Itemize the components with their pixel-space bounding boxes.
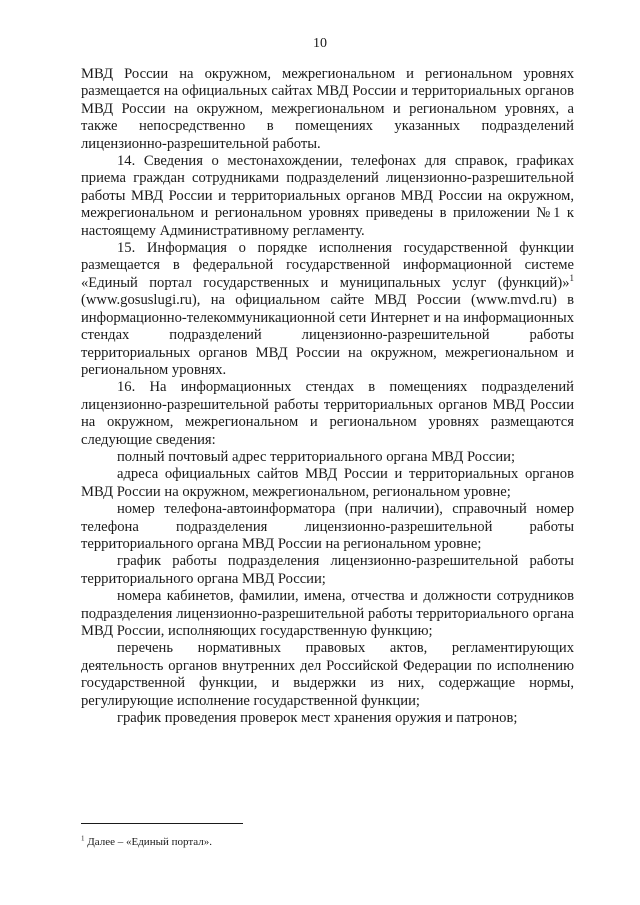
document-body [81, 66, 574, 727]
footnote-text: Далее – «Единый портал». [87, 836, 213, 848]
footnote-reference: 1 [569, 273, 574, 284]
footnote [81, 836, 481, 849]
paragraph: МВД России на окружном, межрегиональном и региональном уровнях размещается на официальных сайтах МВД России и территориальных органов МВД России на окружном, межрегиональном и региональном уровнях, а также непосредственно в помещениях указанных подразделений лицензионно-разрешительной работы. [81, 66, 574, 152]
paragraph: 16. На информационных стендах в помещениях подразделений лицензионно-разрешительной работы территориальных органов МВД России на окружном, межрегиональном и региональном уровнях размещаются следующие сведения: [81, 379, 574, 448]
paragraph-text-end: (www.gosuslugi.ru), на официальном сайте МВД России (www.mvd.ru) в информационно-телекоммуникационной сети Интернет и на информационных стендах подразделений лицензионно-разрешительной работы территориальных органов МВД России на окружном, межрегиональном и региональном уровнях. [81, 292, 574, 378]
list-item: номера кабинетов, фамилии, имена, отчества и должности сотрудников подразделения лицензионно-разрешительной работы территориального органа МВД России, исполняющих государственную функцию; [81, 588, 574, 639]
list-item: график проведения проверок мест хранения оружия и патронов; [117, 710, 518, 727]
page-number: 10 [313, 36, 327, 51]
list-item: полный почтовый адрес территориального органа МВД России; [117, 448, 515, 465]
paragraph [81, 240, 574, 379]
footnote-marker: 1 [81, 834, 85, 843]
list-item: перечень нормативных правовых актов, регламентирующих деятельность органов внутренних дел Российской Федерации по исполнению государственной функции, и выдержки из них, содержащие нормы, регулирующие исполнение государственной функции; [81, 640, 574, 709]
list-item: номер телефона-автоинформатора (при наличии), справочный номер телефона подразделения лицензионно-разрешительной работы территориального органа МВД России на региональном уровне; [81, 501, 574, 552]
list-item: график работы подразделения лицензионно-разрешительной работы территориального органа МВД России; [81, 553, 574, 587]
paragraph-text-start: 15. Информация о порядке исполнения государственной функции размещается в федеральной государственной информационной системе «Единый портал государственных и муниципальных услуг (функций)» [81, 240, 574, 291]
list-item: адреса официальных сайтов МВД России и территориальных органов МВД России на окружном, межрегиональном, региональном уровне; [81, 466, 574, 500]
footnote-separator [81, 823, 243, 824]
paragraph: 14. Сведения о местонахождении, телефонах для справок, графиках приема граждан сотрудниками подразделений лицензионно-разрешительной работы МВД России и территориальных органов МВД России на окружном, межрегиональном и региональном уровнях приведены в приложении №1 к настоящему Административному регламенту. [81, 153, 574, 239]
